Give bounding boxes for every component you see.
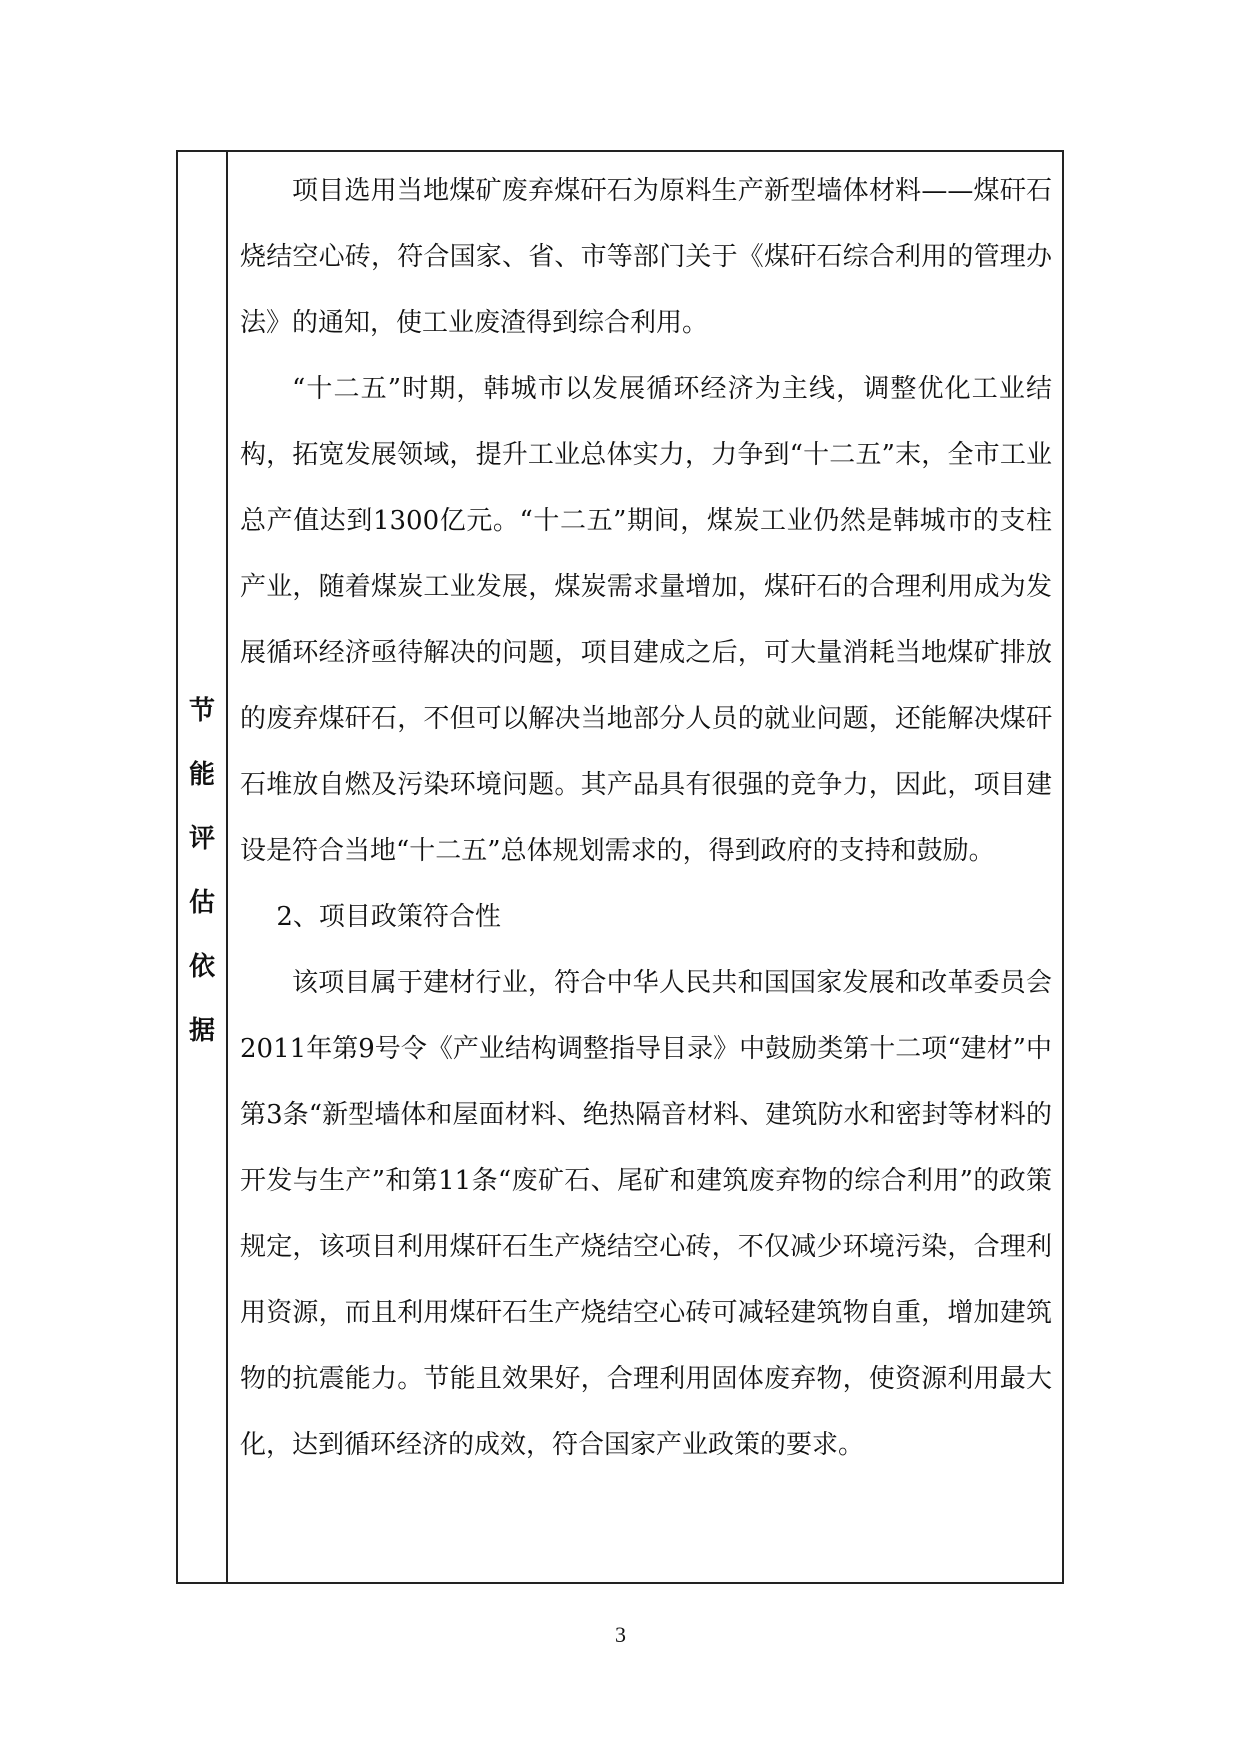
section-label-char: 评 [188,824,215,854]
paragraph: 项目选用当地煤矿废弃煤矸石为原料生产新型墙体材料——煤矸石烧结空心砖，符合国家、省、市等部门关于《煤矸石综合利用的管理办法》的通知，使工业废渣得到综合利用。 [240,176,1052,338]
section-label-char: 节 [188,696,215,726]
paragraph: “十二五”时期，韩城市以发展循环经济为主线，调整优化工业结构，拓宽发展领域，提升工业总体实力，力争到“十二五”末，全市工业总产值达到1300亿元。“十二五”期间，煤炭工业仍然是韩城市的支柱产业，随着煤炭工业发展，煤炭需求量增加，煤矸石的合理利用成为发展循环经济亟待解决的问题，项目建成之后，可大量消耗当地煤矿排放的废弃煤矸石，不但可以解决当地部分人员的就业问题，还能解决煤矸石堆放自燃及污染环境问题。其产品具有很强的竞争力，因此，项目建设是符合当地“十二五”总体规划需求的，得到政府的支持和鼓励。 [240,374,1052,866]
section-label-char: 能 [188,760,215,790]
subsection-heading: 2、项目政策符合性 [276,902,501,932]
document-table [176,150,1064,1584]
content-cell [240,158,1052,1478]
section-label-char: 据 [188,1016,215,1046]
column-divider [226,152,228,1582]
section-label-char: 估 [188,888,215,918]
section-label-char: 依 [188,952,215,982]
paragraph: 该项目属于建材行业，符合中华人民共和国国家发展和改革委员会2011年第9号令《产业结构调整指导目录》中鼓励类第十二项“建材”中第3条“新型墙体和屋面材料、绝热隔音材料、建筑防水和密封等材料的开发与生产”和第11条“废矿石、尾矿和建筑废弃物的综合利用”的政策规定，该项目利用煤矸石生产烧结空心砖，不仅减少环境污染，合理利用资源，而且利用煤矸石生产烧结空心砖可减轻建筑物自重，增加建筑物的抗震能力。节能且效果好，合理利用固体废弃物，使资源利用最大化，达到循环经济的成效，符合国家产业政策的要求。 [240,968,1052,1460]
page-number: 3 [615,1622,626,1647]
section-label [178,679,226,1063]
